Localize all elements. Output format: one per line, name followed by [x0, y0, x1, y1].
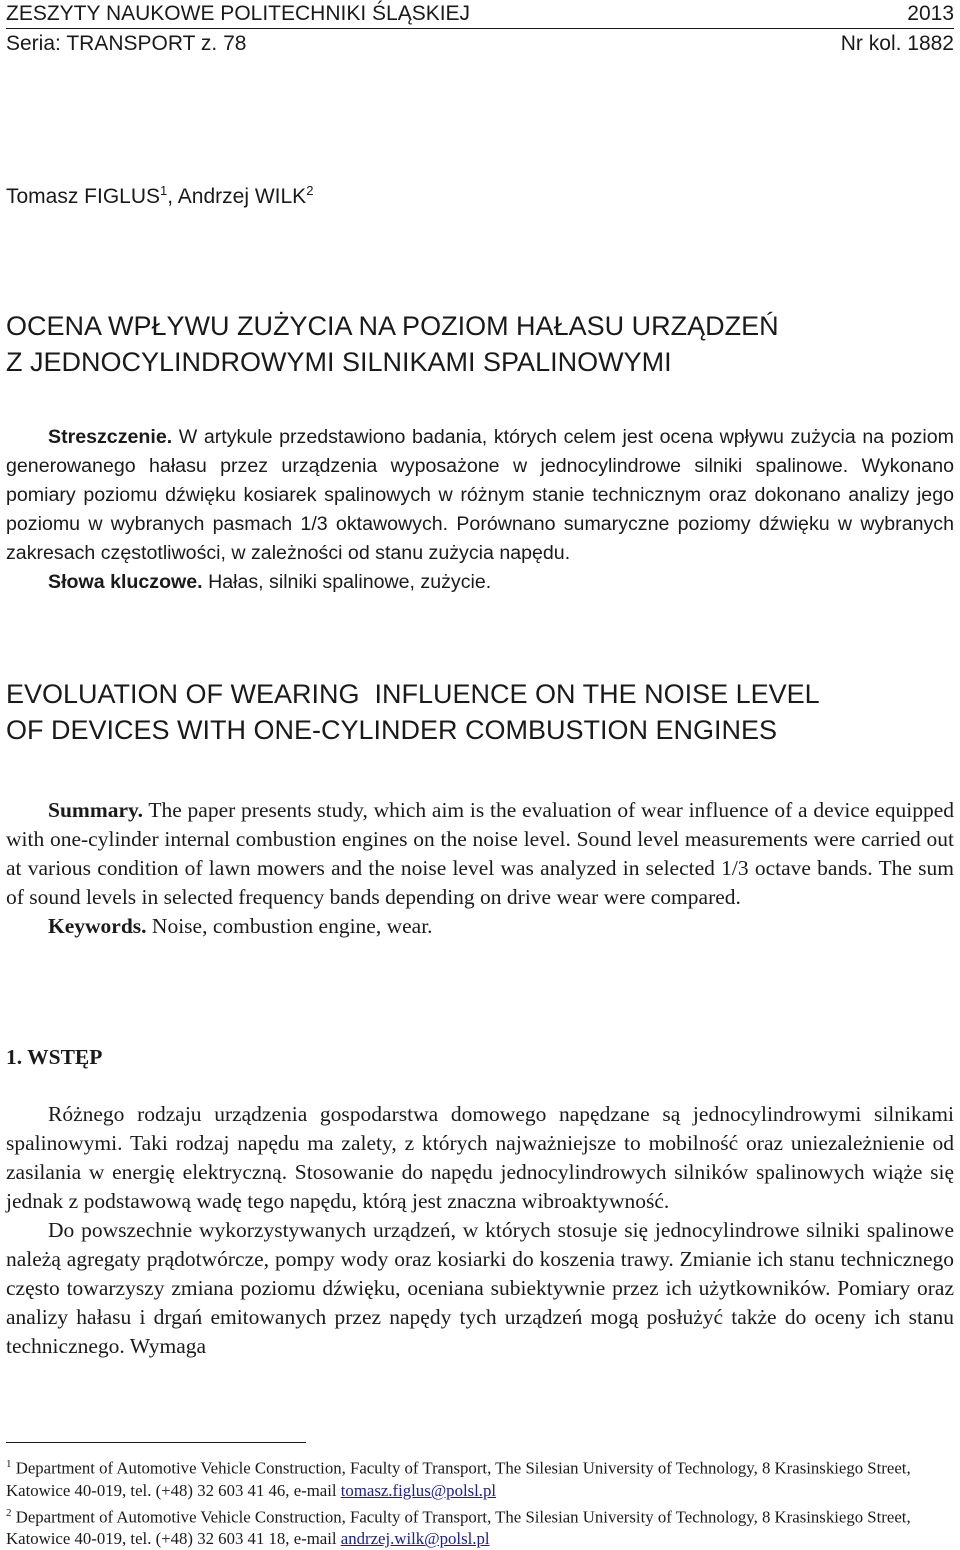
title-polish: [6, 308, 956, 380]
footnote-2-email-link[interactable]: andrzej.wilk@polsl.pl: [340, 1529, 490, 1549]
paragraph-2: Do powszechnie wykorzystywanych urządzeń, w których stosuje się jednocylindrowe silniki spalinowe należą agregaty prądotwórcze, pompy wody oraz kosiarki do koszenia trawy. Zmianie ich stanu technicznego często towarzyszy zmiana poziomu dźwięku, oceniana subiektywnie przez ich użytkowników. Pomiary oraz analizy hałasu i drgań emitowanych przez napędy tych urządzeń mogą posłużyć także do oceny ich stanu technicznego. Wymaga: [6, 1218, 954, 1358]
series-name: Seria: TRANSPORT z. 78: [6, 32, 247, 55]
abstract-polish: [6, 423, 954, 597]
abstract-english-label: Summary.: [48, 798, 143, 822]
author-1: Tomasz FIGLUS: [6, 185, 161, 208]
footnote-divider: [6, 1442, 306, 1443]
footnotes: [6, 1453, 954, 1550]
footnote-1-text: Department of Automotive Vehicle Construction, Faculty of Transport, The Silesian University of Technology, 8 Krasinskiego Street, Katowice 40-019, tel. (+48) 32 603 41 46, e-mail: [6, 1458, 911, 1500]
footnote-2: [6, 1502, 954, 1550]
footnote-1: [6, 1453, 954, 1502]
keywords-english-text: Noise, combustion engine, wear.: [146, 914, 433, 938]
keywords-polish-label: Słowa kluczowe.: [48, 571, 203, 593]
keywords-polish-text: Hałas, silniki spalinowe, zużycie.: [202, 571, 492, 593]
abstract-english-text: The paper presents study, which aim is the evaluation of wear influence of a device equipped with one-cylinder internal combustion engines on the noise level. Sound level measurements were carried out at various condition of lawn mowers and the noise level was analyzed in selected 1/3 octave bands. The sum of sound levels in selected frequency bands depending on drive wear were compared.: [6, 798, 954, 909]
author-2-affiliation-mark: 2: [306, 183, 314, 198]
title-polish-line-2: Z JEDNOCYLINDROWYMI SILNIKAMI SPALINOWYMI: [6, 347, 672, 377]
journal-name: ZESZYTY NAUKOWE POLITECHNIKI ŚLĄSKIEJ: [6, 2, 471, 25]
journal-year: 2013: [907, 2, 954, 25]
keywords-polish: [6, 568, 954, 597]
abstract-polish-body: [6, 423, 954, 568]
section-heading: 1. WSTĘP: [6, 1045, 103, 1069]
footnote-1-email-link[interactable]: tomasz.figlus@polsl.pl: [340, 1480, 497, 1500]
running-header-series: [6, 32, 954, 56]
author-2: Andrzej WILK: [177, 185, 307, 208]
footnote-2-mark: 2: [6, 1506, 12, 1519]
abstract-polish-text: W artykule przedstawiono badania, których celem jest ocena wpływu zużycia na poziom generowanego hałasu przez urządzenia wyposażone w jednocylindrowe silniki spalinowe. Wykonano pomiary poziomu dźwięku kosiarek spalinowych w różnym stanie technicznym oraz dokonano analizy jego poziomu w wybranych pasmach 1/3 oktawowych. Porównano sumaryczne poziomy dźwięku w wybranych zakresach częstotliwości, w zależności od stanu zużycia napędu.: [6, 426, 954, 564]
title-polish-line-1: OCENA WPŁYWU ZUŻYCIA NA POZIOM HAŁASU URZĄDZEŃ: [6, 311, 779, 341]
keywords-english-label: Keywords.: [48, 914, 147, 938]
keywords-english: [6, 912, 954, 941]
author-separator: ,: [167, 185, 178, 208]
abstract-english-body: [6, 796, 954, 912]
title-english: [6, 676, 956, 748]
footnote-1-mark: 1: [6, 1458, 12, 1470]
paragraph-1: Różnego rodzaju urządzenia gospodarstwa domowego napędzane są jednocylindrowymi silnikami spalinowymi. Taki rodzaj napędu ma zalety, z których najważniejsze to mobilność oraz uniezależnienie od zasilania w energię elektryczną. Stosowanie do napędu jednocylindrowych silników spalinowych wiąże się jednak z podstawową wadę tego napędu, którą jest znaczna wibroaktywność.: [6, 1102, 954, 1213]
title-english-line-2: OF DEVICES WITH ONE-CYLINDER COMBUSTION ENGINES: [6, 715, 778, 745]
running-header-journal: [6, 2, 954, 29]
section-body: [6, 1100, 954, 1361]
title-english-line-1: EVOLUATION OF WEARING INFLUENCE ON THE NOISE LEVEL: [6, 679, 820, 709]
author-1-affiliation-mark: 1: [160, 183, 168, 198]
issue-number: Nr kol. 1882: [840, 32, 954, 55]
author-list: [6, 178, 313, 210]
abstract-english: [6, 796, 954, 941]
footnote-2-text: Department of Automotive Vehicle Construction, Faculty of Transport, The Silesian University of Technology, 8 Krasinskiego Street, Katowice 40-019, tel. (+48) 32 603 41 18, e-mail: [6, 1507, 911, 1549]
abstract-polish-label: Streszczenie.: [48, 426, 173, 448]
